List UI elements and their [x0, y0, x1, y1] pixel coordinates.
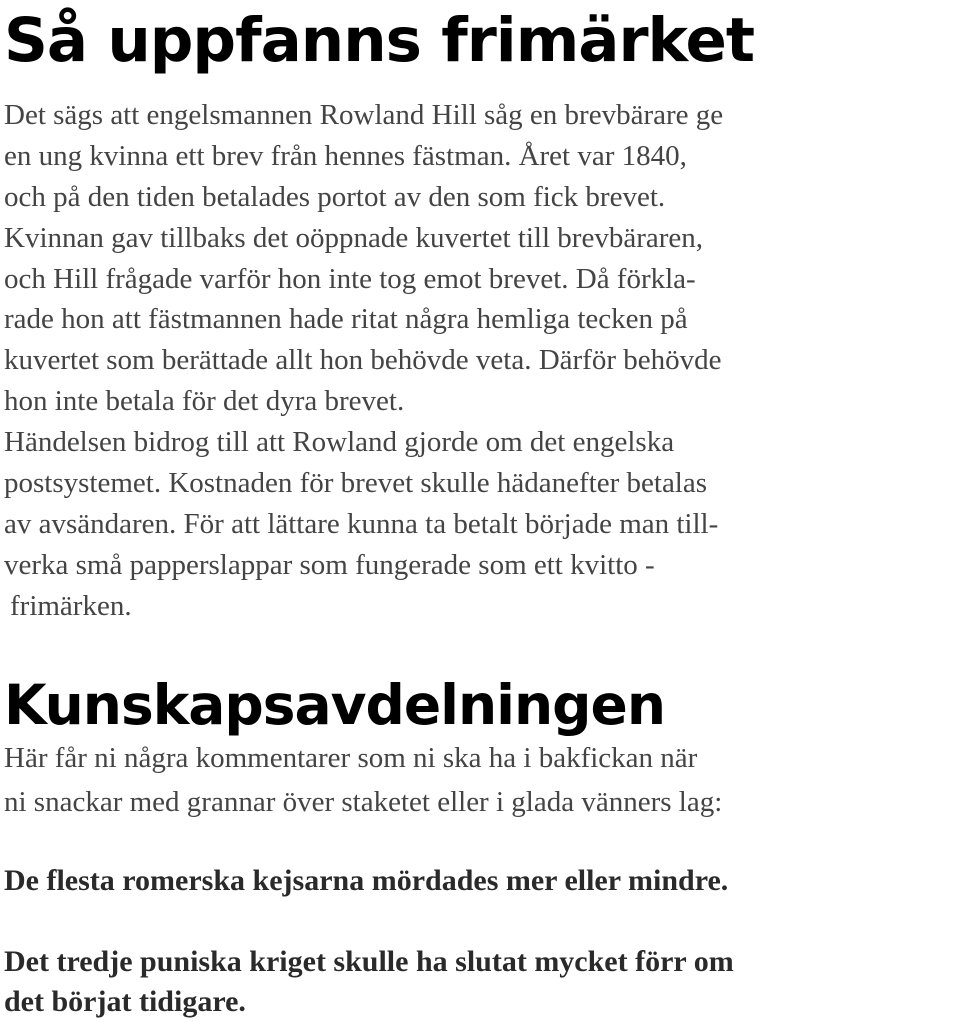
article-line: och Hill frågade varför hon inte tog emot brevet. Då förkla-: [4, 262, 696, 295]
fact-line: det börjat tidigare.: [4, 985, 246, 1018]
fact-item: [4, 942, 960, 1022]
article-line: en ung kvinna ett brev från hennes fästman. Året var 1840,: [4, 139, 687, 172]
article-title: Så uppfanns frimärket: [4, 5, 754, 76]
knowledge-intro: [4, 736, 960, 824]
article-line: rade hon att fästmannen hade ritat några hemliga tecken på: [4, 303, 688, 336]
article-line: Det sägs att engelsmannen Rowland Hill såg en brevbärare ge: [4, 99, 724, 131]
article-line: kuvertet som berättade allt hon behövde veta. Därför behövde: [4, 344, 722, 377]
article-line: Kvinnan gav tillbaks det oöppnade kuvertet till brevbäraren,: [4, 221, 704, 254]
article-line: verka små papperslappar som fungerade som ett kvitto -: [4, 548, 655, 581]
article-line: hon inte betala för det dyra brevet.: [4, 385, 405, 418]
article-body: [4, 95, 960, 627]
article-line: frimärken.: [10, 589, 132, 622]
intro-line: ni snackar med grannar över staketet eller i glada vänners lag:: [4, 786, 723, 818]
knowledge-section-title: Kunskapsavdelningen: [4, 673, 665, 737]
fact-line: De flesta romerska kejsarna mördades mer eller mindre.: [4, 864, 729, 897]
article-line: och på den tiden betalades portot av den som fick brevet.: [4, 180, 666, 213]
fact-item: [4, 861, 960, 901]
fact-line: Det tredje puniska kriget skulle ha slutat mycket förr om: [4, 945, 734, 978]
article-line: av avsändaren. För att lättare kunna ta betalt började man till-: [4, 507, 719, 540]
article-line: postsystemet. Kostnaden för brevet skulle hädanefter betalas: [4, 467, 708, 500]
intro-line: Här får ni några kommentarer som ni ska ha i bakfickan när: [4, 742, 698, 774]
article-line: Händelsen bidrog till att Rowland gjorde om det engelska: [4, 426, 675, 459]
